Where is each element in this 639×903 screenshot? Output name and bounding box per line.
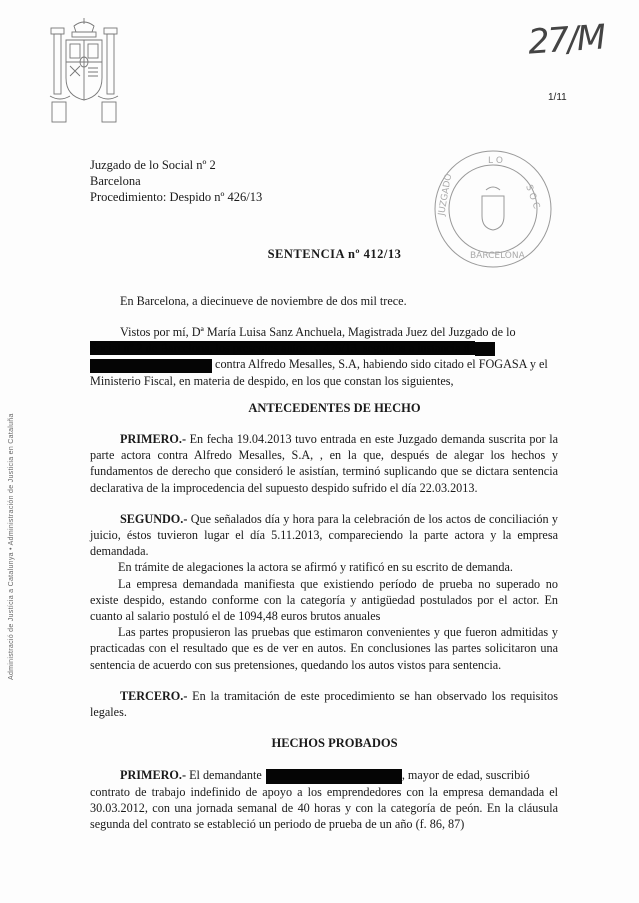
redaction-block [90, 359, 212, 373]
svg-text:S O C: S O C [523, 183, 542, 211]
court-name: Juzgado de lo Social nº 2 [90, 158, 216, 172]
page-number: 1/11 [548, 92, 567, 103]
antecedentes-section [90, 431, 558, 720]
segundo-label: SEGUNDO.- [120, 511, 188, 526]
redaction-block [475, 342, 495, 356]
hechos-heading: HECHOS PROBADOS [271, 736, 398, 750]
segundo-alegaciones: En trámite de alegaciones la actora se afirmó y ratificó en su escrito de demanda. [118, 560, 513, 575]
vistos-line-3-text: contra Alfredo Mesalles, S.A, habiendo sido citado el FOGASA y el [215, 357, 548, 372]
vistos-paragraph [90, 324, 558, 389]
date-line: En Barcelona, a diecinueve de noviembre de dos mil trece. [120, 294, 407, 308]
svg-text:JUZGADO: JUZGADO [437, 173, 455, 217]
tercero-label: TERCERO.- [120, 688, 188, 703]
hecho-primero-a: El demandante [186, 768, 262, 782]
court-city: Barcelona [90, 174, 141, 188]
vistos-line-4: Ministerio Fiscal, en materia de despido, en los que constan los siguientes, [90, 373, 454, 388]
svg-text:L O: L O [488, 156, 503, 166]
antecedente-primero [90, 431, 558, 496]
primero-text: En fecha 19.04.2013 tuvo entrada en este Juzgado demanda suscrita por la parte actora contra Alfredo Mesalles, S.A, , en la que, después de alegar los hechos y fundamentos de derecho que consideró le asistían, terminó suplicando que se dictara sentencia declarativa de la improcedencia del supuesto despido sufrido el día 22.03.2013. [90, 432, 558, 495]
vistos-line-1 [90, 324, 558, 340]
side-margin-text: Administració de Justícia a Catalunya • Administración de Justicia en Cataluña [8, 413, 15, 680]
antecedentes-heading: ANTECEDENTES DE HECHO [248, 401, 421, 415]
vistos-line-2-text: Social nº 2 de Barcelona, los presentes autos nº 426/13, seguidos a instancia de [90, 341, 475, 356]
hecho-primero-b: , mayor de edad, suscribió [401, 768, 530, 782]
vistos-line-3 [90, 356, 558, 372]
tercero-text: En la tramitación de este procedimiento se han observado los requisitos legales. [90, 688, 558, 720]
antecedente-segundo [90, 511, 558, 560]
segundo-empresa: La empresa demandada manifiesta que existiendo período de prueba no superado no existe despido, estando conforme con la categoría y antigüedad postulados por el actor. En cuanto al salario postuló el de 1094,48 euros brutos anuales [90, 576, 558, 624]
svg-text:BARCELONA: BARCELONA [470, 251, 525, 261]
hechos-section [90, 767, 558, 832]
intro-section [90, 293, 558, 309]
antecedente-tercero [90, 688, 558, 720]
vistos-line-1-text: Vistos por mí, Dª María Luisa Sanz Anchuela, Magistrada Juez del Juzgado de lo [120, 325, 516, 339]
handwritten-annotation: 27/M [526, 17, 606, 63]
redaction-block [266, 769, 402, 784]
segundo-pruebas: Las partes propusieron las pruebas que estimaron convenientes y que fueron admitidas y practicadas con el resultado que es de ver en autos. En conclusiones las partes solicitaron una sentencia de acuerdo con sus pretensiones, quedando los autos vistos para sentencia. [90, 625, 558, 672]
judgment-title: SENTENCIA nº 412/13 [267, 247, 402, 261]
hecho-primero-label: PRIMERO.- [120, 768, 187, 782]
court-header [90, 157, 262, 205]
segundo-text: Que señalados día y hora para la celebración de los actos de conciliación y juicio, éstos tuvieron lugar el día 5.11.2013, compareciendo la parte actora y la empresa demandada. [90, 511, 558, 559]
primero-label: PRIMERO.- [120, 432, 187, 446]
hecho-primero-rest: contrato de trabajo indefinido de apoyo a los emprendedores con la empresa demandada el 30.03.2012, con una jornada semanal de 40 horas y con la categoría de peón. En la cláusula segunda del contrato se estableció un periodo de prueba de un año (f. 86, 87) [90, 784, 558, 832]
side-margin-note [6, 413, 20, 680]
hecho-primero-line-1 [90, 767, 558, 784]
procedure-number: Procedimiento: Despido nº 426/13 [90, 190, 263, 204]
vistos-line-2 [90, 340, 558, 356]
coat-of-arms-icon [48, 18, 120, 130]
